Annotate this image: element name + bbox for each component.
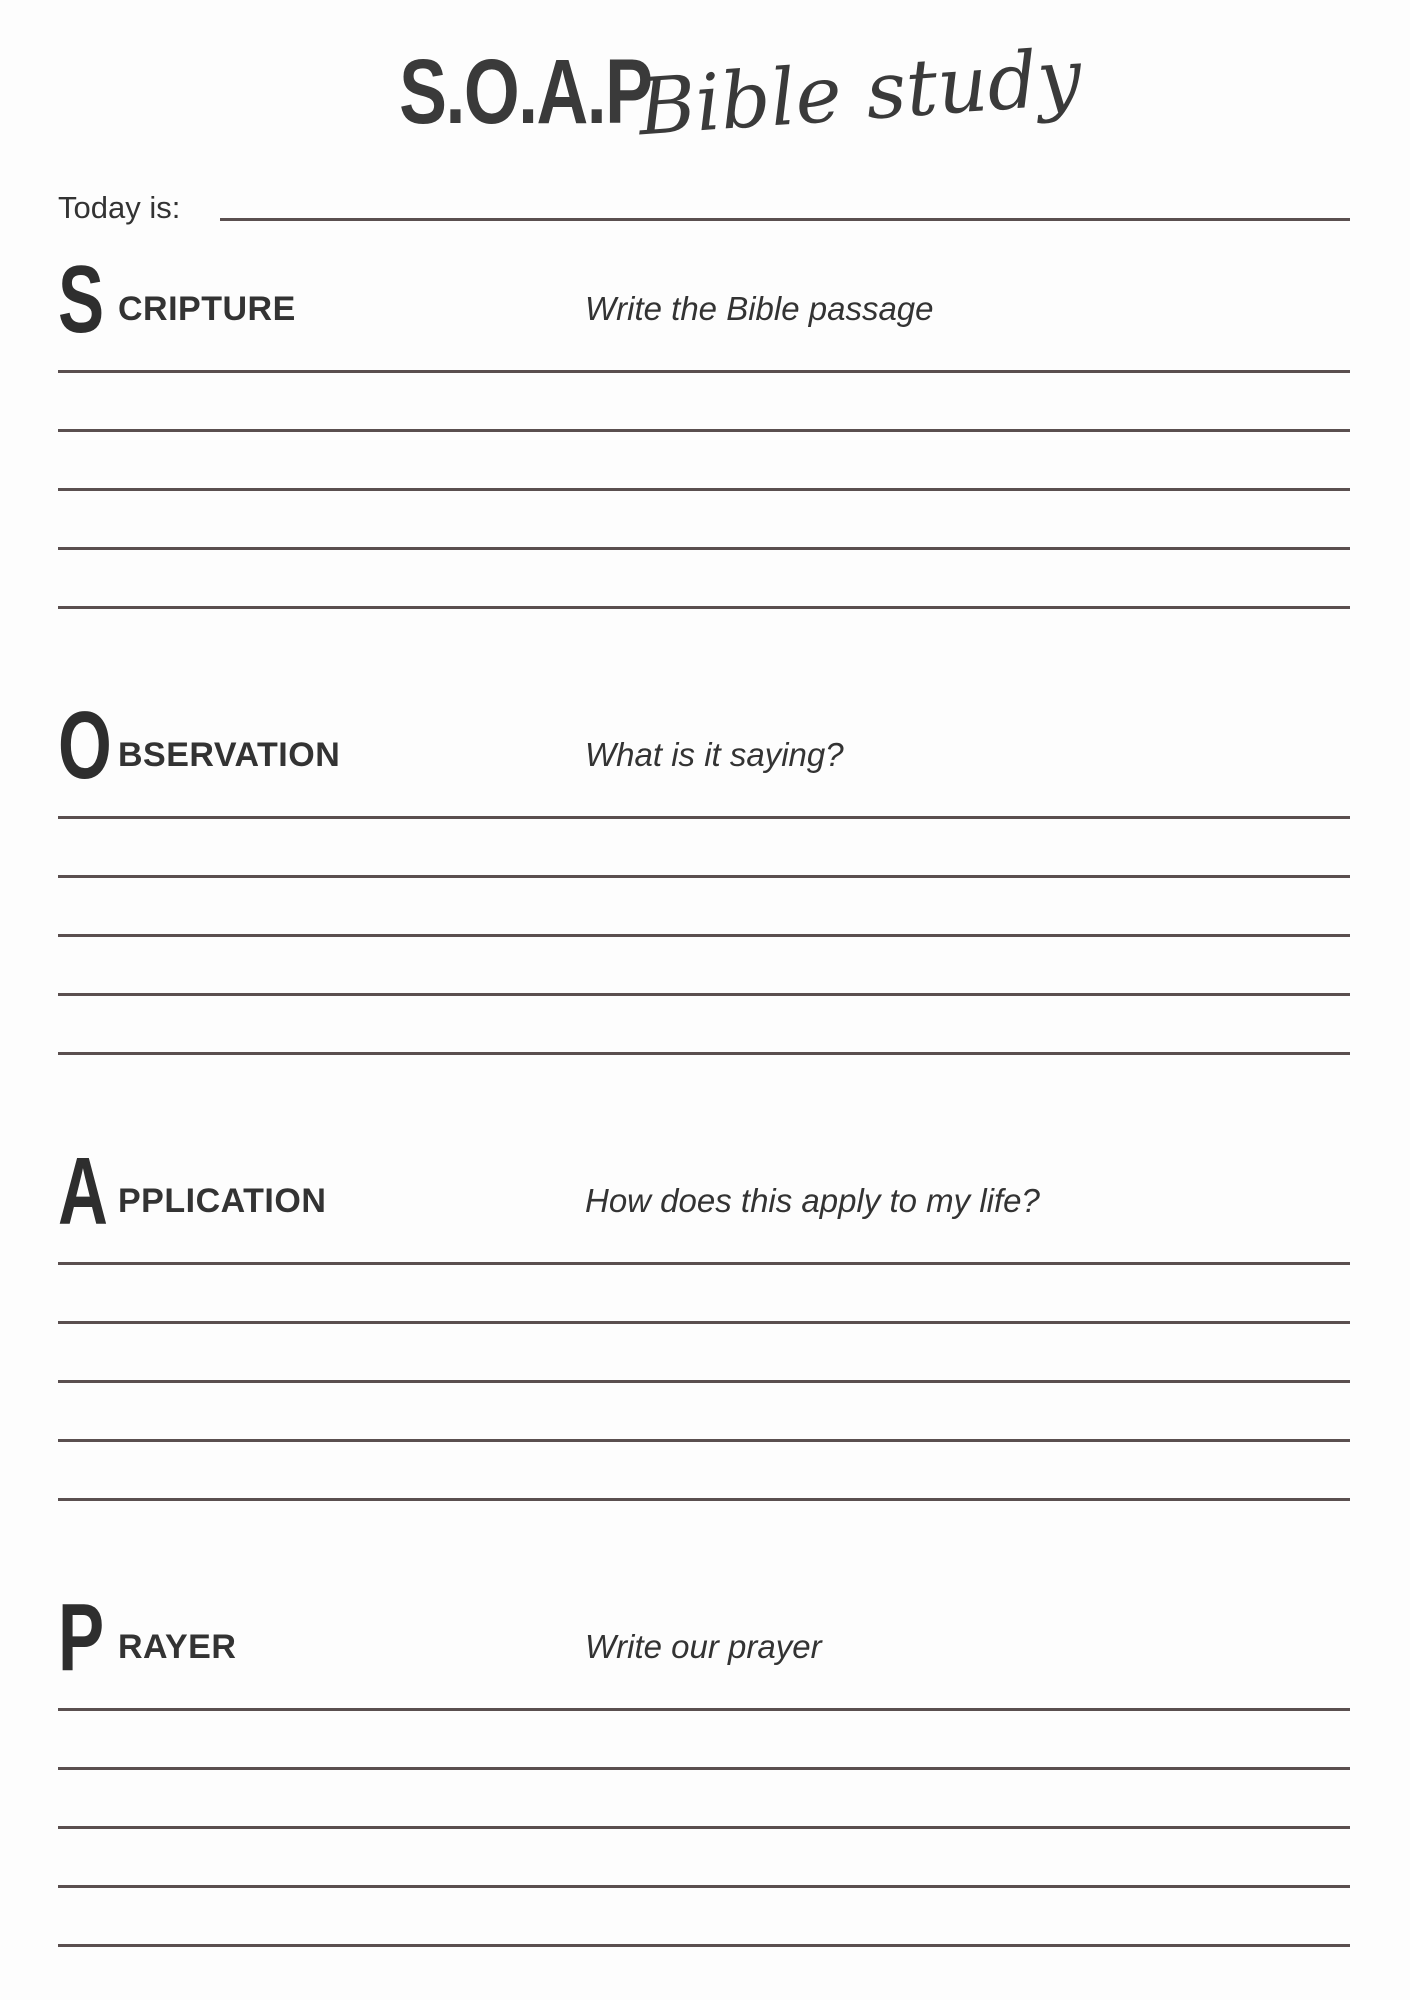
section-heading: RAYER (118, 1628, 237, 1666)
section-heading: BSERVATION (118, 736, 341, 774)
section-prompt: Write the Bible passage (585, 290, 934, 327)
date-label: Today is: (58, 190, 181, 225)
write-line[interactable] (58, 1708, 1350, 1711)
write-line[interactable] (58, 1885, 1350, 1888)
section-prompt: What is it saying? (585, 736, 844, 773)
write-line[interactable] (58, 1262, 1350, 1265)
write-line[interactable] (58, 370, 1350, 373)
section-heading: PPLICATION (118, 1182, 327, 1220)
section-initial: P (58, 1584, 105, 1691)
title-acronym: S.O.A.P (399, 41, 652, 143)
write-line[interactable] (58, 1439, 1350, 1442)
section-prompt: Write our prayer (585, 1628, 822, 1665)
write-line[interactable] (58, 488, 1350, 491)
write-line[interactable] (58, 993, 1350, 996)
write-line[interactable] (58, 606, 1350, 609)
page-title (0, 32, 1410, 170)
write-line[interactable] (58, 1826, 1350, 1829)
section-initial: A (58, 1138, 108, 1245)
section-heading: CRIPTURE (118, 290, 296, 328)
write-line[interactable] (58, 1498, 1350, 1501)
write-line[interactable] (58, 934, 1350, 937)
write-line[interactable] (58, 816, 1350, 819)
write-line[interactable] (58, 1321, 1350, 1324)
write-line[interactable] (58, 1944, 1350, 1947)
write-line[interactable] (58, 875, 1350, 878)
section-prayer (58, 1584, 1350, 1950)
section-initial: S (58, 246, 105, 353)
section-observation (58, 692, 1350, 1058)
write-line[interactable] (58, 547, 1350, 550)
section-prompt: How does this apply to my life? (585, 1182, 1040, 1219)
section-application (58, 1138, 1350, 1504)
write-line[interactable] (58, 1380, 1350, 1383)
title-script: Bible study (635, 32, 1085, 153)
section-scripture (58, 246, 1350, 612)
write-line[interactable] (58, 1052, 1350, 1055)
date-write-line[interactable] (220, 218, 1350, 221)
write-line[interactable] (58, 1767, 1350, 1770)
date-row (58, 188, 1350, 228)
section-initial: O (58, 692, 112, 799)
write-line[interactable] (58, 429, 1350, 432)
